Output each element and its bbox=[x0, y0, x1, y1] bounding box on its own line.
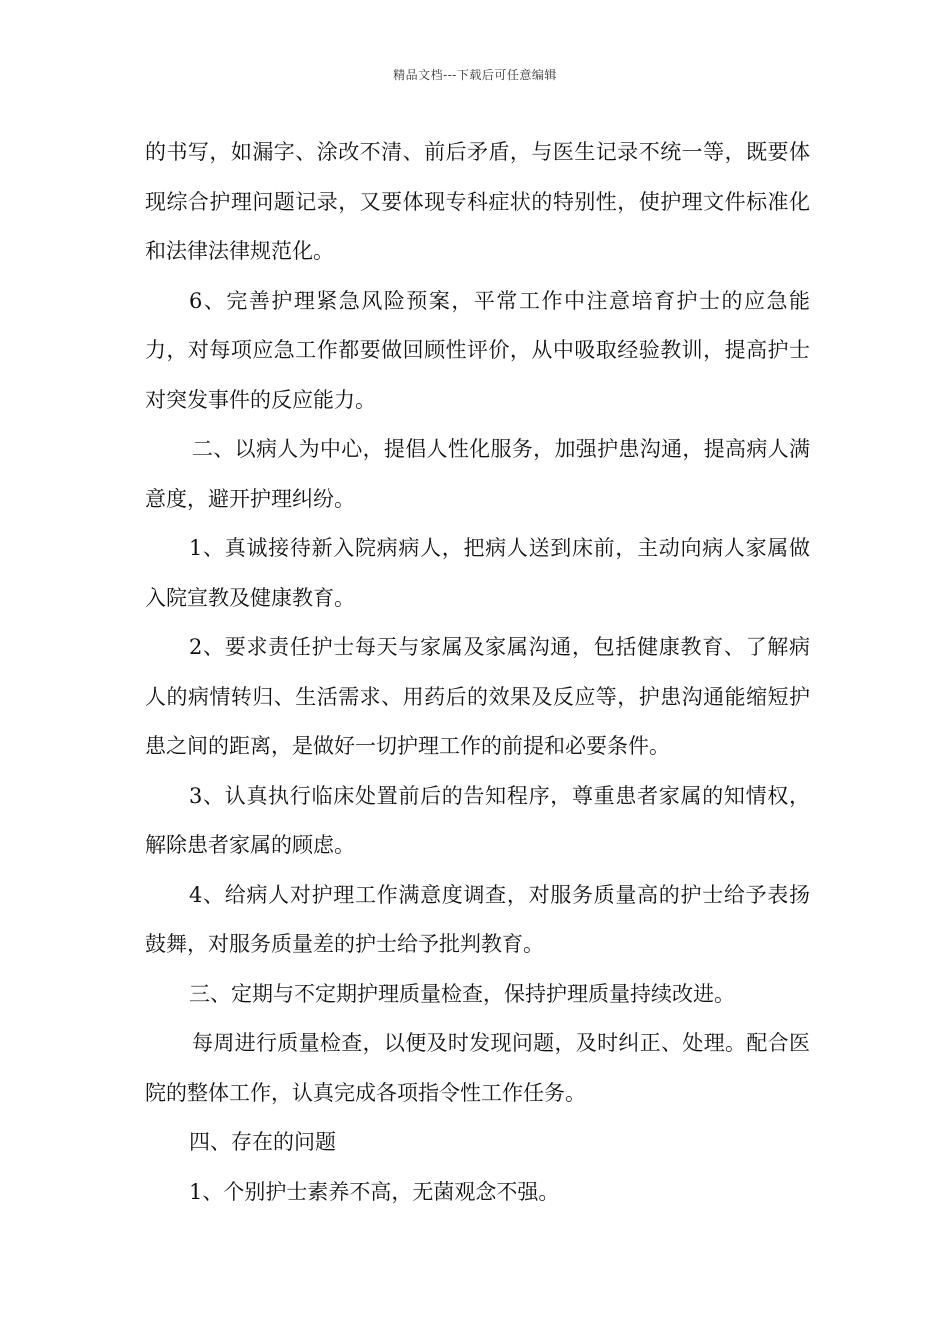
section-heading-4: 四、存在的问题 bbox=[189, 1130, 336, 1154]
paragraph-item-1: 1、真诚接待新入院病病人，把病人送到床前，主动向病人家属做入院宣教及健康教育。 bbox=[145, 536, 810, 610]
paragraph-issue-1: 1、个别护士素养不高，无菌观念不强。 bbox=[189, 1179, 560, 1204]
section-heading-3: 三、定期与不定期护理质量检查，保持护理质量持续改进。 bbox=[189, 981, 735, 1006]
paragraph-item-4: 4、给病人对护理工作满意度调查，对服务质量高的护士给予表扬鼓舞，对服务质量差的护士给予批判教育。 bbox=[145, 882, 810, 956]
paragraph-weekly-check: 每周进行质量检查，以便及时发现问题，及时纠正、处理。配合医院的整体工作，认真完成各项指令性工作任务。 bbox=[145, 1031, 810, 1105]
page-header: 精品文档---下载后可任意编辑 bbox=[393, 68, 557, 82]
paragraph-continuation: 的书写，如漏字、涂改不清、前后矛盾，与医生记录不统一等，既要体现综合护理问题记录，又要体现专科症状的特别性，使护理文件标准化和法律法律规范化。 bbox=[145, 140, 810, 263]
paragraph-item-2: 2、要求责任护士每天与家属及家属沟通，包括健康教育、了解病人的病情转归、生活需求、用药后的效果及反应等，护患沟通能缩短护患之间的距离，是做好一切护理工作的前提和必要条件。 bbox=[145, 635, 810, 758]
section-heading-2: 二、以病人为中心，提倡人性化服务，加强护患沟通，提高病人满意度，避开护理纠纷。 bbox=[145, 437, 810, 511]
document-body bbox=[145, 128, 810, 1217]
paragraph-item-6: 6、完善护理紧急风险预案，平常工作中注意培育护士的应急能力，对每项应急工作都要做回顾性评价，从中吸取经验教训，提高护士对突发事件的反应能力。 bbox=[145, 288, 810, 412]
paragraph-item-3: 3、认真执行临床处置前后的告知程序，尊重患者家属的知情权，解除患者家属的顾虑。 bbox=[145, 783, 810, 857]
